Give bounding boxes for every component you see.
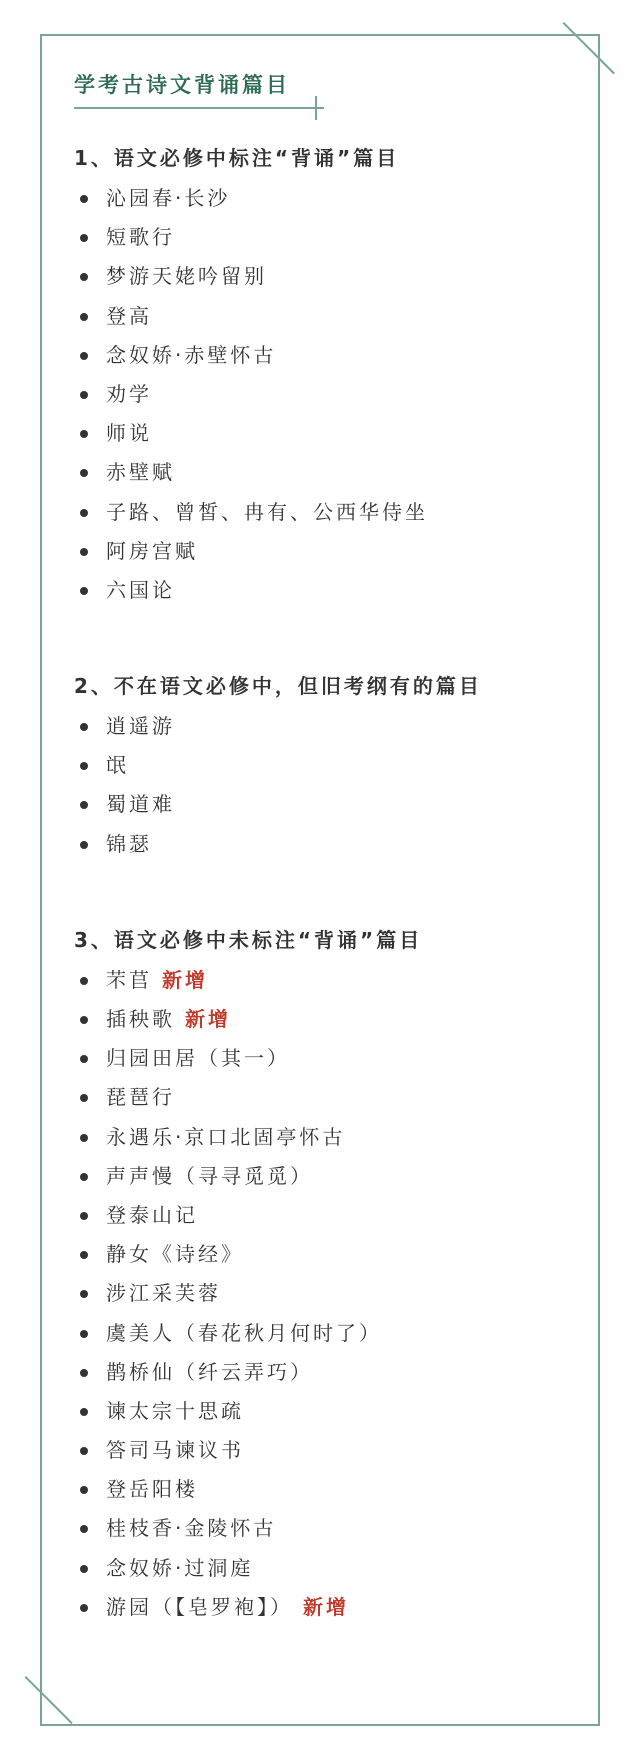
new-badge: 新增 (162, 967, 208, 992)
list-item (74, 1509, 574, 1548)
bullet-dot-icon (80, 391, 88, 399)
list-item (74, 179, 574, 218)
title-underline (74, 107, 324, 109)
poem-title: 答司马谏议书 (106, 1438, 244, 1463)
poem-title: 念奴娇·赤壁怀古 (106, 342, 277, 367)
poem-title: 劝学 (106, 381, 152, 406)
poem-title: 赤壁赋 (106, 460, 175, 485)
list-item (74, 1314, 574, 1353)
list-item (74, 1470, 574, 1509)
poem-title: 逍遥游 (106, 714, 175, 739)
title-underline-cross-mark (315, 96, 317, 120)
bullet-dot-icon (80, 1604, 88, 1612)
poem-title: 鹊桥仙（纤云弄巧） (106, 1359, 313, 1384)
bullet-dot-icon (80, 234, 88, 242)
bullet-dot-icon (80, 723, 88, 731)
bullet-dot-icon (80, 1251, 88, 1259)
bullet-dot-icon (80, 1330, 88, 1338)
bullet-dot-icon (80, 509, 88, 517)
list-item (74, 218, 574, 257)
bullet-dot-icon (80, 1369, 88, 1377)
list-item (74, 1039, 574, 1078)
poem-title: 游园（【皂罗袍】） (106, 1594, 293, 1619)
section-heading: 2、不在语文必修中，但旧考纲有的篇目 (74, 674, 482, 699)
poem-title: 谏太宗十思疏 (106, 1398, 244, 1423)
list-item (74, 1118, 574, 1157)
poem-title: 登岳阳楼 (106, 1477, 198, 1502)
bullet-dot-icon (80, 195, 88, 203)
poem-title: 芣苢 (106, 967, 152, 992)
list-item (74, 375, 574, 414)
poem-title: 氓 (106, 753, 129, 778)
bullet-dot-icon (80, 1447, 88, 1455)
bullet-dot-icon (80, 430, 88, 438)
page-title: 学考古诗文背诵篇目 (74, 73, 290, 97)
poem-title: 声声慢（寻寻觅觅） (106, 1163, 313, 1188)
bullet-dot-icon (80, 469, 88, 477)
bullet-dot-icon (80, 273, 88, 281)
list-item (74, 1078, 574, 1117)
bullet-dot-icon (80, 1016, 88, 1024)
bullet-dot-icon (80, 548, 88, 556)
poem-title: 琵琶行 (106, 1085, 175, 1110)
poem-title: 登泰山记 (106, 1202, 198, 1227)
poem-title: 插秧歌 (106, 1007, 175, 1031)
bullet-dot-icon (80, 313, 88, 321)
poem-title: 涉江采芙蓉 (106, 1281, 221, 1306)
poem-title: 念奴娇·过洞庭 (106, 1555, 254, 1580)
bullet-dot-icon (80, 1525, 88, 1533)
section-heading: 1、语文必修中标注“背诵”篇目 (74, 146, 400, 170)
list-item (74, 961, 574, 1000)
list-item (74, 746, 574, 785)
section-3 (74, 922, 574, 1627)
list-item (74, 1274, 574, 1313)
list-item (74, 1549, 574, 1588)
bullet-dot-icon (80, 1565, 88, 1573)
list-item (74, 453, 574, 492)
bullet-dot-icon (80, 762, 88, 770)
list-item (74, 1431, 574, 1470)
bullet-dot-icon (80, 1212, 88, 1220)
list-item (74, 414, 574, 453)
bullet-dot-icon (80, 1055, 88, 1063)
list-item (74, 707, 574, 746)
list-item (74, 785, 574, 824)
bullet-dot-icon (80, 841, 88, 849)
list-item (74, 532, 574, 571)
list-item (74, 1196, 574, 1235)
bullet-dot-icon (80, 1094, 88, 1102)
poem-title: 子路、曾皙、冉有、公西华侍坐 (106, 499, 428, 524)
list-item (74, 1157, 574, 1196)
poem-title: 梦游天姥吟留别 (106, 264, 267, 289)
poem-list (74, 707, 574, 864)
list-item (74, 825, 574, 864)
poem-title: 阿房宫赋 (106, 538, 198, 563)
poem-title: 沁园春·长沙 (106, 186, 231, 210)
poem-title: 师说 (106, 421, 152, 446)
poem-title: 短歌行 (106, 225, 175, 250)
section-heading: 3、语文必修中未标注“背诵”篇目 (74, 927, 423, 952)
list-item (74, 336, 574, 375)
list-item (74, 1000, 574, 1039)
list-item (74, 1353, 574, 1392)
bullet-dot-icon (80, 1408, 88, 1416)
list-item (74, 297, 574, 336)
poem-title: 蜀道难 (106, 792, 175, 817)
list-item (74, 1588, 574, 1627)
bullet-dot-icon (80, 801, 88, 809)
title-block (74, 72, 290, 98)
new-badge: 新增 (303, 1594, 349, 1619)
bullet-dot-icon (80, 1134, 88, 1142)
poem-title: 静女《诗经》 (106, 1242, 244, 1267)
list-item (74, 1392, 574, 1431)
bullet-dot-icon (80, 352, 88, 360)
bullet-dot-icon (80, 1173, 88, 1181)
list-item (74, 257, 574, 296)
poem-list (74, 961, 574, 1627)
bullet-dot-icon (80, 1486, 88, 1494)
bullet-dot-icon (80, 977, 88, 985)
poem-title: 桂枝香·金陵怀古 (106, 1516, 277, 1541)
bullet-dot-icon (80, 587, 88, 595)
poem-list-content (74, 140, 574, 1627)
poem-title: 六国论 (106, 577, 175, 602)
poem-title: 归园田居（其一） (106, 1046, 290, 1071)
poem-title: 永遇乐·京口北固亭怀古 (106, 1124, 346, 1149)
poem-list (74, 179, 574, 610)
new-badge: 新增 (185, 1007, 231, 1031)
poem-title: 虞美人（春花秋月何时了） (106, 1320, 382, 1345)
section-1 (74, 140, 574, 610)
poem-title: 登高 (106, 303, 152, 328)
list-item (74, 493, 574, 532)
poem-title: 锦瑟 (106, 831, 152, 856)
bullet-dot-icon (80, 1290, 88, 1298)
list-item (74, 1235, 574, 1274)
list-item (74, 571, 574, 610)
section-2 (74, 668, 574, 864)
